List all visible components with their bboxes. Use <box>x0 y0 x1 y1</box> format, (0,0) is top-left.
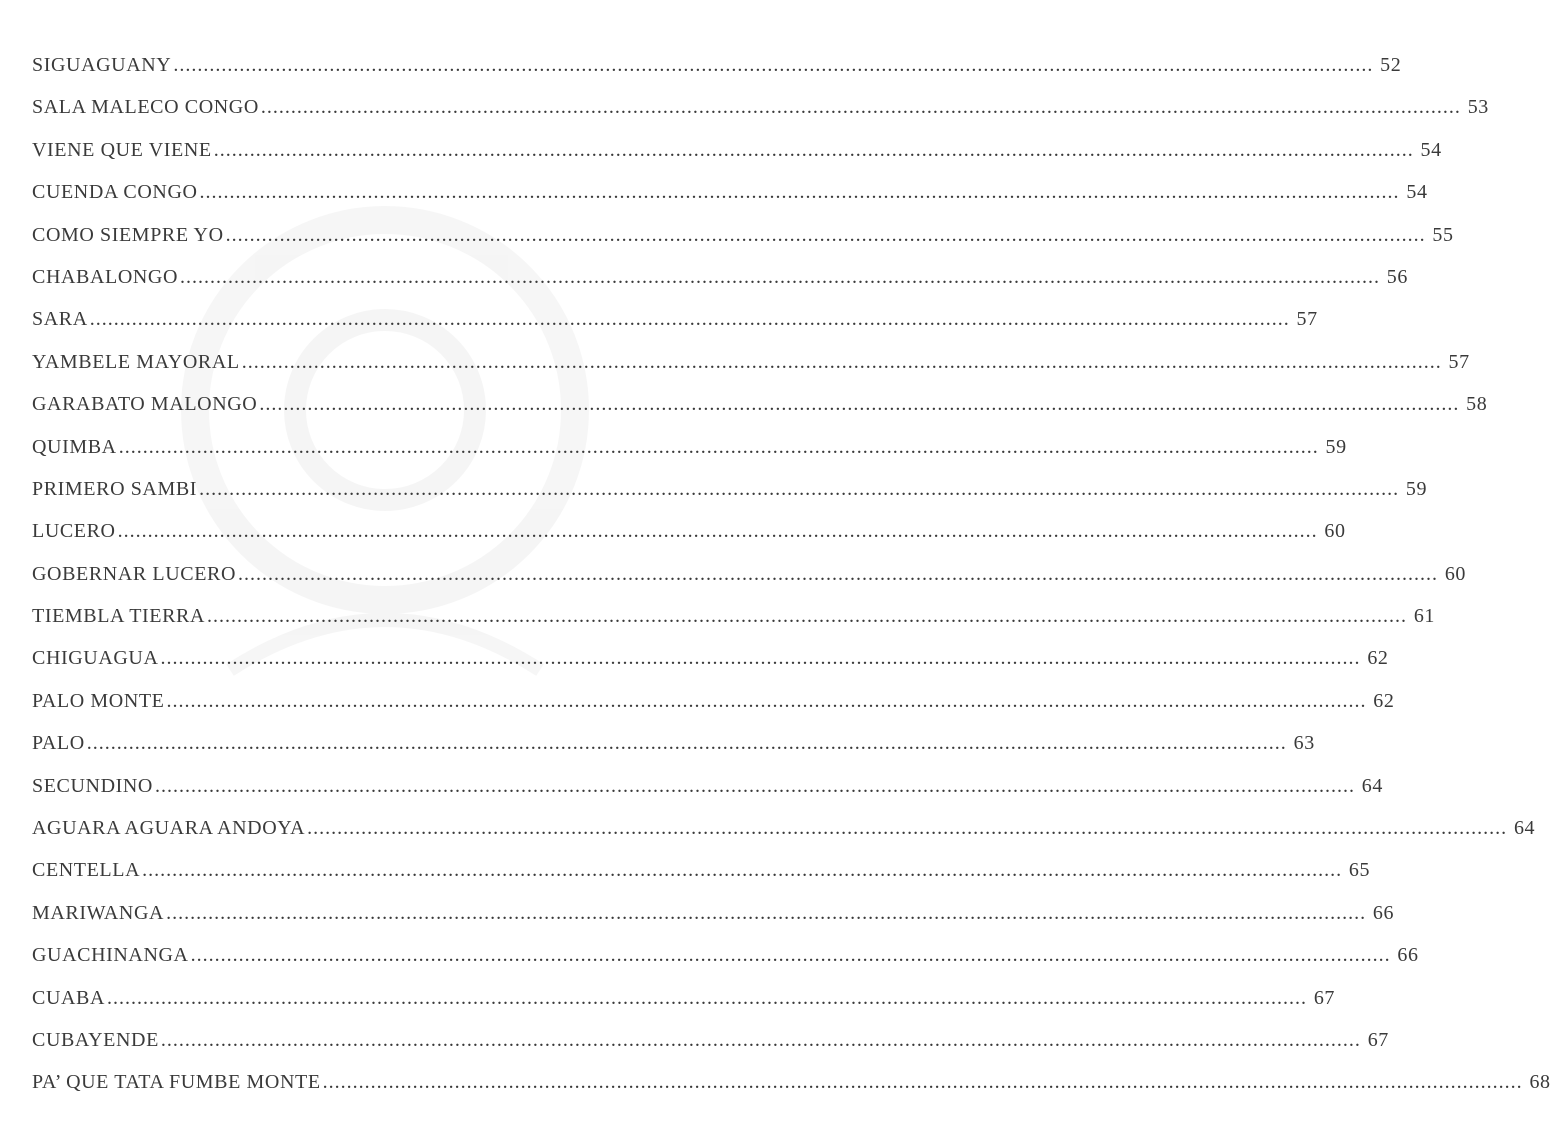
toc-entry-page-number: 60 <box>1444 562 1467 585</box>
toc-entry <box>32 637 1389 679</box>
dot-leader: ........................................................................................................................................................................................................ <box>259 393 1460 416</box>
toc-entry-page-number: 59 <box>1405 477 1428 500</box>
toc-entry <box>32 426 1347 468</box>
dot-leader: ........................................................................................................................................................................................................ <box>166 901 1367 924</box>
toc-entry <box>32 256 1408 298</box>
dot-leader: ........................................................................................................................................................................................................ <box>322 1071 1523 1094</box>
toc-entry-page-number: 59 <box>1325 435 1347 458</box>
toc-entry-page-number: 57 <box>1448 350 1470 373</box>
toc-entry-page-number: 58 <box>1466 393 1488 416</box>
dot-leader: ........................................................................................................................................................................................................ <box>225 223 1426 246</box>
toc-entry-page-number: 63 <box>1293 732 1315 755</box>
dot-leader: ........................................................................................................................................................................................................ <box>142 859 1343 882</box>
toc-entry-title: CUABA <box>32 986 106 1009</box>
toc-entry-title: PALO MONTE <box>32 689 165 712</box>
toc-entry-page-number: 60 <box>1324 520 1346 543</box>
toc-entry <box>32 849 1371 891</box>
toc-entry <box>32 86 1489 128</box>
toc-entry-title: SARA <box>32 308 88 331</box>
toc-entry-page-number: 54 <box>1406 181 1428 204</box>
dot-leader: ........................................................................................................................................................................................................ <box>180 265 1380 288</box>
toc-entry-title: CHABALONGO <box>32 265 178 288</box>
toc-entry <box>32 553 1467 595</box>
toc-entry <box>32 44 1402 86</box>
toc-entry <box>32 298 1318 340</box>
toc-entry <box>32 680 1395 722</box>
toc-entry-page-number: 62 <box>1373 689 1395 712</box>
dot-leader: ........................................................................................................................................................................................................ <box>199 477 1400 500</box>
toc-entry-page-number: 64 <box>1513 817 1536 840</box>
toc-entry <box>32 977 1336 1019</box>
dot-leader: ........................................................................................................................................................................................................ <box>86 732 1287 755</box>
toc-entry <box>32 595 1436 637</box>
dot-leader: ........................................................................................................................................................................................................ <box>199 181 1400 204</box>
dot-leader: ........................................................................................................................................................................................................ <box>260 96 1461 119</box>
toc-entry-page-number: 57 <box>1296 308 1318 331</box>
toc-entry-title: PRIMERO SAMBI <box>32 477 198 500</box>
toc-entry-page-number: 66 <box>1372 901 1395 924</box>
dot-leader: ........................................................................................................................................................................................................ <box>160 1028 1361 1051</box>
toc-entry-title: SIGUAGUANY <box>32 54 172 76</box>
toc-entry-page-number: 61 <box>1413 605 1436 628</box>
toc-entry-title: MARIWANGA <box>32 901 165 924</box>
toc-entry-page-number: 64 <box>1361 774 1383 797</box>
toc-entry-title: GUACHINANGA <box>32 944 189 967</box>
toc-entry <box>32 1061 1551 1103</box>
toc-entry <box>32 765 1383 807</box>
toc-entry-page-number: 62 <box>1367 647 1389 670</box>
toc-entry <box>32 1019 1389 1061</box>
dot-leader: ........................................................................................................................................................................................................ <box>107 986 1308 1009</box>
toc-entry-page-number: 55 <box>1432 223 1454 246</box>
toc-entry-title: CUENDA CONGO <box>32 181 198 204</box>
toc-entry-title: SALA MALECO CONGO <box>32 96 259 119</box>
toc-entry-page-number: 67 <box>1313 986 1336 1009</box>
toc-entry-page-number: 54 <box>1420 138 1442 161</box>
table-of-contents <box>32 44 1551 1104</box>
dot-leader: ........................................................................................................................................................................................................ <box>241 350 1442 373</box>
toc-entry-page-number: 53 <box>1467 96 1489 119</box>
toc-entry-page-number: 68 <box>1529 1071 1551 1094</box>
toc-entry-title: TIEMBLA TIERRA <box>32 605 206 628</box>
toc-entry-title: AGUARA AGUARA ANDOYA <box>32 817 306 840</box>
toc-entry <box>32 807 1536 849</box>
toc-entry-title: SECUNDINO <box>32 774 153 797</box>
toc-entry-title: YAMBELE MAYORAL <box>32 350 240 373</box>
dot-leader: ........................................................................................................................................................................................................ <box>190 944 1391 967</box>
toc-entry-title: GOBERNAR LUCERO <box>32 562 237 585</box>
toc-entry-title: CHIGUAGUA <box>32 647 159 670</box>
dot-leader: ........................................................................................................................................................................................................ <box>160 647 1361 670</box>
toc-entry <box>32 722 1315 764</box>
dot-leader: ........................................................................................................................................................................................................ <box>307 817 1508 840</box>
dot-leader: ........................................................................................................................................................................................................ <box>118 435 1319 458</box>
dot-leader: ........................................................................................................................................................................................................ <box>89 308 1290 331</box>
toc-entry-page-number: 67 <box>1367 1028 1389 1051</box>
toc-entry-title: CENTELLA <box>32 859 141 882</box>
toc-entry <box>32 510 1346 552</box>
dot-leader: ........................................................................................................................................................................................................ <box>238 562 1439 585</box>
toc-entry-title: VIENE QUE VIENE <box>32 138 212 161</box>
toc-entry <box>32 214 1454 256</box>
dot-leader: ........................................................................................................................................................................................................ <box>154 774 1355 797</box>
toc-entry-title: COMO SIEMPRE YO <box>32 223 224 246</box>
toc-entry <box>32 171 1428 213</box>
dot-leader: ........................................................................................................................................................................................................ <box>207 605 1408 628</box>
toc-entry-title: PALO <box>32 732 85 755</box>
toc-entry-title: CUBAYENDE <box>32 1028 159 1051</box>
toc-entry-page-number: 52 <box>1380 54 1402 76</box>
toc-entry <box>32 468 1428 510</box>
toc-entry <box>32 341 1470 383</box>
toc-entry-page-number: 65 <box>1348 859 1371 882</box>
toc-entry <box>32 129 1442 171</box>
toc-entry-title: GARABATO MALONGO <box>32 393 258 416</box>
toc-entry-page-number: 56 <box>1386 265 1408 288</box>
dot-leader: ........................................................................................................................................................................................................ <box>117 520 1318 543</box>
dot-leader: ........................................................................................................................................................................................................ <box>213 138 1414 161</box>
toc-entry-title: LUCERO <box>32 520 116 543</box>
toc-entry <box>32 892 1395 934</box>
toc-entry-title: QUIMBA <box>32 435 117 458</box>
dot-leader: ........................................................................................................................................................................................................ <box>173 54 1374 76</box>
toc-entry-page-number: 66 <box>1397 944 1419 967</box>
dot-leader: ........................................................................................................................................................................................................ <box>166 689 1367 712</box>
toc-entry <box>32 383 1488 425</box>
toc-entry <box>32 934 1419 976</box>
toc-entry-title: PA’ QUE TATA FUMBE MONTE <box>32 1071 321 1094</box>
